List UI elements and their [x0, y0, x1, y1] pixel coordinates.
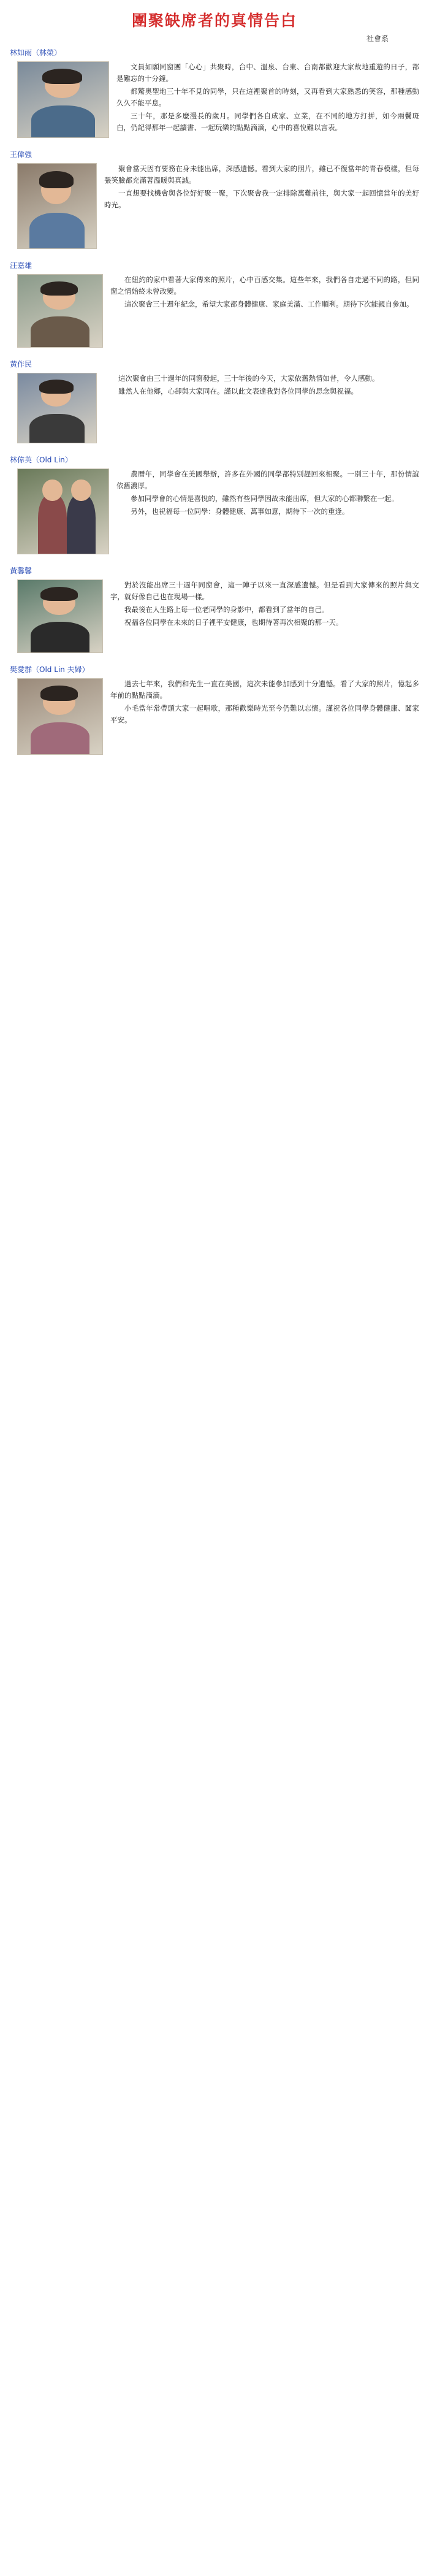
section-spacer — [10, 353, 419, 355]
section-spacer — [10, 448, 419, 451]
person-torso — [29, 414, 85, 443]
person-hair — [39, 171, 74, 188]
testimonial-body — [10, 61, 419, 143]
author-photo — [17, 579, 103, 653]
person-head — [42, 480, 63, 502]
byline: 社會系 — [366, 34, 389, 43]
testimonial-body — [10, 468, 419, 559]
testimonial-paragraph: 小毛當年常帶頭大家一起唱歌，那種歡樂時光至今仍難以忘懷。謹祝各位同學身體健康、闔家平安。 — [110, 704, 419, 724]
author-name: 汪嘉雄 — [10, 261, 32, 270]
testimonial-section — [10, 260, 419, 355]
page-title: 團聚缺席者的真情告白 — [131, 12, 297, 29]
section-spacer — [10, 559, 419, 562]
section-spacer — [10, 143, 419, 145]
author-photo — [17, 274, 103, 348]
testimonial-paragraph: 另外，也祝福每一位同學：身體健康、萬事如意，期待下一次的重逢。 — [131, 507, 349, 516]
author-name: 黃馨馨 — [10, 567, 32, 575]
section-spacer — [10, 658, 419, 660]
author-photo — [17, 61, 109, 138]
author-photo — [17, 163, 97, 249]
person-hair — [39, 380, 74, 394]
testimonial-paragraph: 聚會當天因有要務在身未能出席，深感遺憾。看到大家的照片，雖已不復當年的青春模樣，但每張笑臉都充滿著溫暖與真誠。 — [104, 164, 419, 185]
testimonial-paragraph: 文員如願同窗團「心心」共聚時，台中、溫泉、台東、台南都歡迎大家故地重遊的日子，都是難忘的十分鐘。 — [116, 63, 419, 83]
testimonial-paragraph: 祝福各位同學在未來的日子裡平安健康，也期待著再次相聚的那一天。 — [124, 618, 343, 627]
author-photo — [17, 468, 109, 554]
testimonial-body — [10, 579, 419, 658]
section-spacer — [10, 254, 419, 256]
testimonial-section — [10, 454, 419, 562]
author-photo — [17, 678, 103, 755]
testimonial-paragraph: 在紐約的家中看著大家傳來的照片，心中百感交集。這些年來，我們各自走過不同的路，但同窗之情始終未曾改變。 — [110, 275, 419, 296]
person-silhouette — [38, 494, 67, 554]
testimonial-section — [10, 47, 419, 145]
author-photo — [17, 373, 97, 443]
author-name: 樊愛群（Old Lin 夫婦） — [10, 665, 89, 674]
testimonial-paragraph: 對於沒能出席三十週年同窗會，這一陣子以來一直深感遺憾。但是看到大家傳來的照片與文字，就好像自己也在現場一樣。 — [110, 581, 419, 601]
testimonials-list — [10, 47, 419, 762]
testimonial-paragraph: 我最後在人生路上每一位老同學的身影中，都看到了當年的自己。 — [124, 605, 329, 614]
testimonial-paragraph: 都驚奧聖地三十年不見的同學，只在這裡聚首的時刻，又再看到大家熟悉的笑容，那種感動久久不能平息。 — [116, 87, 419, 107]
testimonial-section — [10, 149, 419, 256]
testimonial-paragraph: 雖然人在他鄉，心卻與大家同在。謹以此文表達我對各位同學的思念與祝福。 — [118, 387, 358, 396]
author-name: 林偉英（Old Lin） — [10, 456, 72, 464]
person-torso — [31, 316, 90, 347]
section-spacer — [10, 760, 419, 762]
person-torso — [29, 213, 85, 248]
testimonial-paragraph: 過去七年來，我們和先生一直在美國，這次未能參加感到十分遺憾。看了大家的照片，憶起多年前的點點滴滴。 — [110, 679, 419, 700]
person-hair — [40, 281, 78, 296]
testimonial-paragraph: 一直想要找機會與各位好好聚一聚，下次聚會我一定排除萬難前往，與大家一起回憶當年的美好時光。 — [104, 189, 419, 209]
person-hair — [42, 69, 82, 84]
author-name: 王偉強 — [10, 150, 32, 159]
person-hair — [40, 587, 78, 602]
person-torso — [31, 105, 95, 137]
person-torso — [31, 722, 90, 754]
author-name: 林如雨（林榮） — [10, 48, 62, 57]
testimonial-section — [10, 359, 419, 451]
testimonial-paragraph: 這次聚會由三十週年的同窗發起，三十年後的今天，大家依舊熱情如昔，令人感動。 — [118, 374, 379, 383]
testimonial-section — [10, 565, 419, 660]
person-hair — [40, 686, 78, 701]
testimonial-paragraph: 三十年，那是多麼漫長的歲月。同學們各自成家、立業，在不同的地方打拼，如今兩鬢斑白，仍記得那年一起讀書、一起玩樂的點點滴滴，心中的喜悅難以言表。 — [116, 112, 419, 132]
testimonial-body — [10, 274, 419, 353]
testimonial-body — [10, 678, 419, 760]
person-head — [71, 480, 91, 502]
testimonial-body — [10, 373, 419, 448]
person-torso — [31, 622, 90, 652]
testimonial-paragraph: 這次聚會三十週年紀念，希望大家都身體健康、家庭美滿、工作順利。期待下次能親自參加。 — [124, 300, 414, 308]
testimonial-paragraph: 農曆年，同學會在美國舉辦，許多在外國的同學都特別趕回來相聚。一別三十年，那份情誼依舊濃厚。 — [116, 470, 419, 490]
testimonial-section — [10, 664, 419, 762]
testimonial-body — [10, 163, 419, 254]
person-silhouette — [67, 494, 96, 554]
testimonial-paragraph: 參加同學會的心情是喜悅的，雖然有些同學因故未能出席，但大家的心都聯繫在一起。 — [131, 494, 398, 503]
author-name: 黃作民 — [10, 360, 32, 369]
page — [0, 0, 429, 777]
